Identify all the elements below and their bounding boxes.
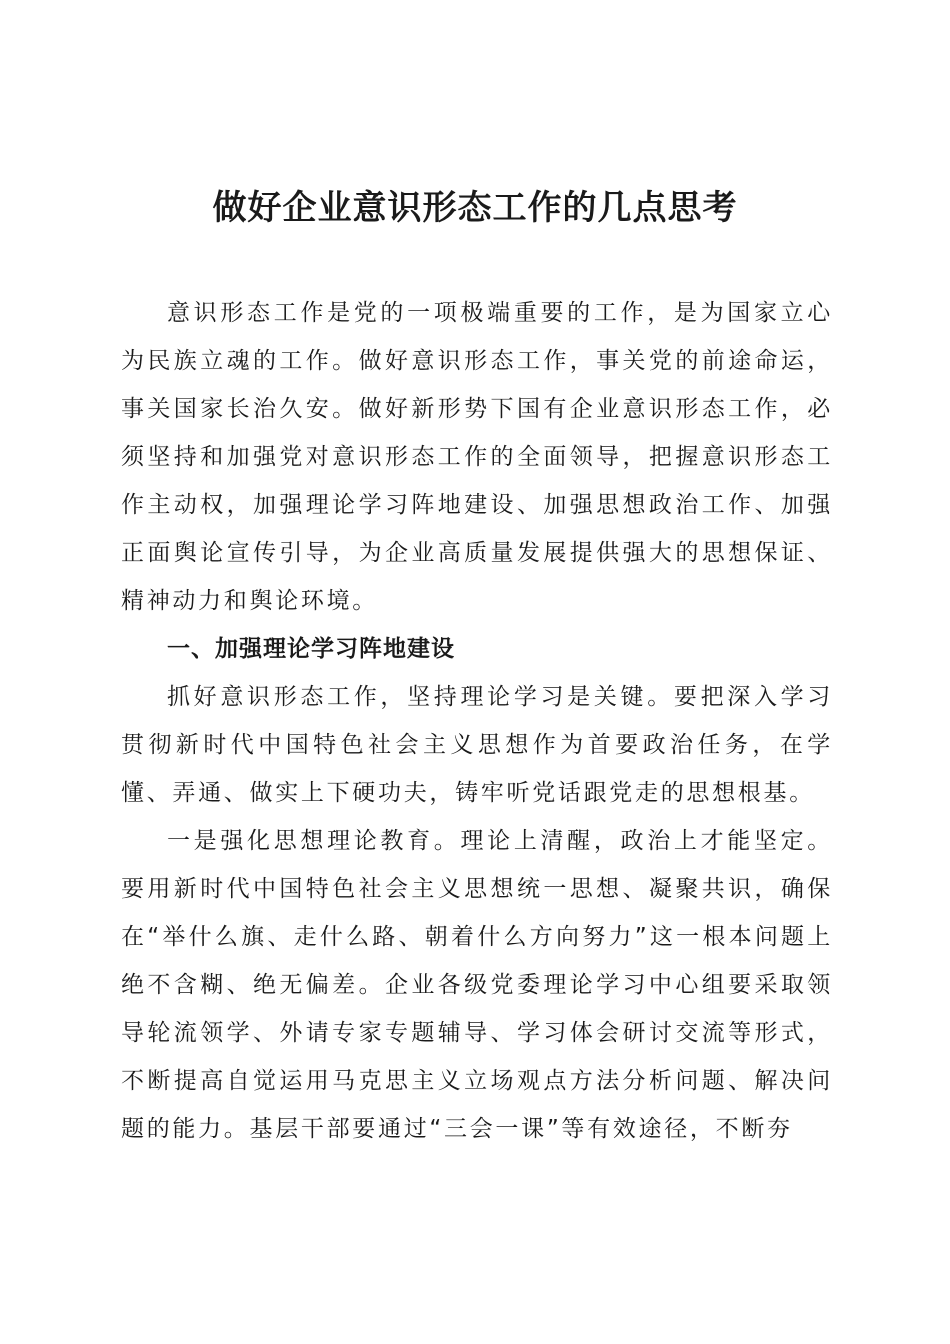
paragraph-point-1: 一是强化思想理论教育。理论上清醒，政治上才能坚定。要用新时代中国特色社会主义思想统一思想、凝聚共识，确保在“举什么旗、走什么路、朝着什么方向努力”这一根本问题上绝不含糊、绝无偏差。企业各级党委理论学习中心组要采取领导轮流领学、外请专家专题辅导、学习体会研讨交流等形式，不断提高自觉运用马克思主义立场观点方法分析问题、解决问题的能力。基层干部要通过“三会一课”等有效途径，不断夯	[121, 828, 833, 1142]
section-heading-1: 一、加强理论学习阵地建设	[167, 636, 455, 662]
paragraph-section-1-intro: 抓好意识形态工作，坚持理论学习是关键。要把深入学习贯彻新时代中国特色社会主义思想作为首要政治任务，在学懂、弄通、做实上下硬功夫，铸牢听党话跟党走的思想根基。	[121, 684, 833, 806]
document-body	[121, 289, 833, 1153]
paragraph-intro: 意识形态工作是党的一项极端重要的工作，是为国家立心为民族立魂的工作。做好意识形态工作，事关党的前途命运，事关国家长治久安。做好新形势下国有企业意识形态工作，必须坚持和加强党对意识形态工作的全面领导，把握意识形态工作主动权，加强理论学习阵地建设、加强思想政治工作、加强正面舆论宣传引导，为企业高质量发展提供强大的思想保证、精神动力和舆论环境。	[121, 300, 833, 614]
document-title: 做好企业意识形态工作的几点思考	[212, 188, 738, 228]
